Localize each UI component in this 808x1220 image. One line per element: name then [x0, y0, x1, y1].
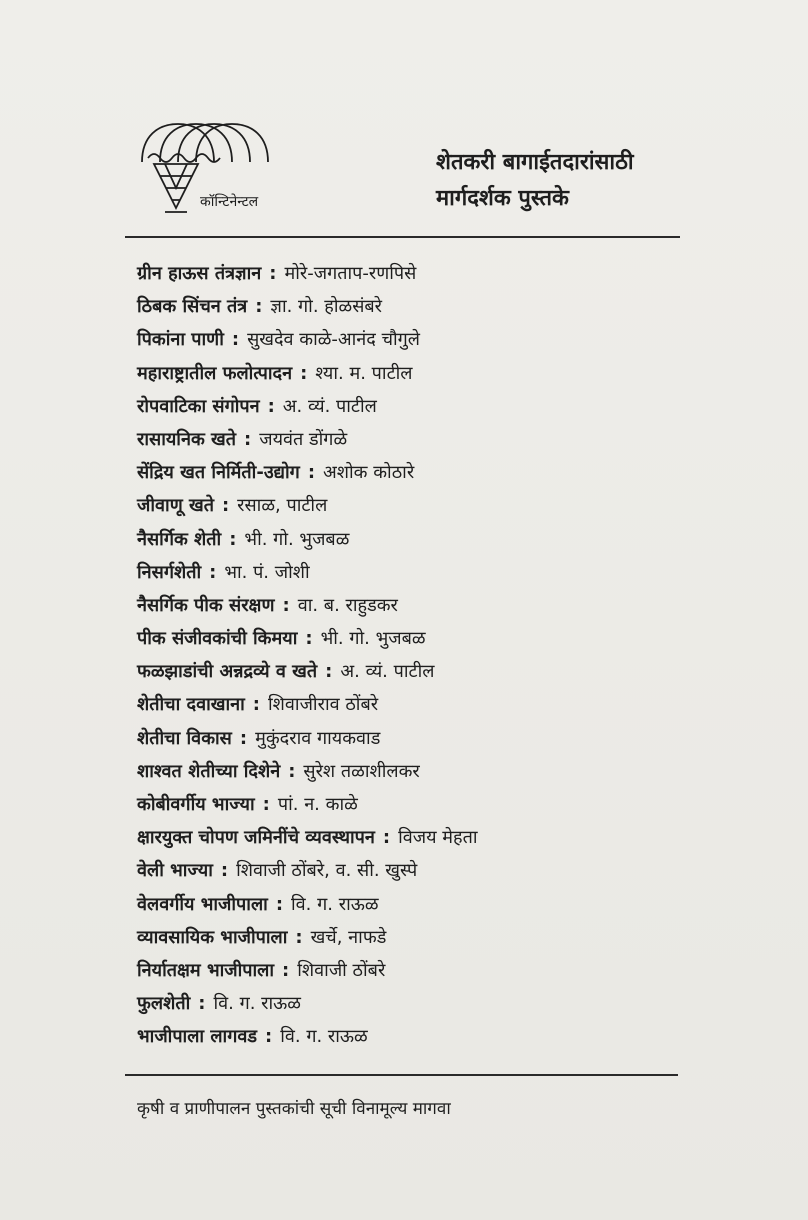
- book-title: नैसर्गिक पीक संरक्षण: [137, 594, 275, 616]
- catalog-request-note: कृषी व प्राणीपालन पुस्तकांची सूची विनामूल्य मागवा: [137, 1099, 451, 1119]
- book-author: खर्चे, नाफडे: [310, 926, 387, 948]
- book-author: अ. व्यं. पाटील: [282, 395, 377, 417]
- title-author-separator: :: [307, 462, 316, 484]
- book-entry: [137, 428, 697, 461]
- book-entry: [137, 727, 697, 760]
- book-title: शेतीचा दवाखाना: [137, 694, 245, 716]
- publisher-logo: [138, 118, 288, 218]
- title-author-separator: :: [282, 959, 290, 981]
- book-entry: [137, 594, 697, 627]
- book-entry: [137, 926, 697, 959]
- book-title: क्षारयुक्त चोपण जमिनींचे व्यवस्थापन: [137, 827, 375, 849]
- title-author-separator: :: [220, 860, 229, 882]
- book-entry: [137, 760, 697, 793]
- title-author-separator: :: [229, 528, 237, 550]
- title-author-separator: :: [252, 694, 260, 716]
- book-entry: [137, 660, 697, 693]
- title-author-separator: :: [239, 727, 248, 749]
- book-author: मुकुंदराव गायकवाड: [255, 727, 381, 749]
- book-author: जयवंत डोंगळे: [259, 428, 348, 450]
- book-author: शिवाजीराव ठोंबरे: [268, 694, 379, 716]
- book-title: शाश्वत शेतीच्या दिशेने: [137, 760, 281, 782]
- book-entry: [137, 1025, 697, 1058]
- title-author-separator: :: [288, 760, 296, 782]
- book-title: पीक संजीवकांची किमया: [137, 628, 298, 650]
- book-entry: [137, 893, 697, 926]
- book-author: वि. ग. राऊळ: [280, 1026, 368, 1048]
- book-title: फुलशेती: [137, 993, 191, 1015]
- publisher-logo-text: कॉन्टिनेन्टल: [200, 194, 259, 210]
- title-author-separator: :: [325, 661, 333, 683]
- series-title-line-2: मार्गदर्शक पुस्तके: [436, 186, 569, 211]
- bottom-divider: [125, 1074, 678, 1076]
- book-title: सेंद्रिय खत निर्मिती-उद्योग: [137, 462, 300, 484]
- book-author: रसाळ, पाटील: [237, 495, 328, 517]
- title-author-separator: :: [269, 263, 277, 284]
- book-entry: [137, 461, 697, 494]
- book-author: मोरे-जगताप-रणपिसे: [284, 263, 417, 284]
- book-title: रोपवाटिका संगोपन: [137, 395, 260, 417]
- title-author-separator: :: [382, 827, 391, 849]
- book-author: शिवाजी ठोंबरे, व. सी. खुस्पे: [236, 860, 418, 882]
- title-author-separator: :: [275, 893, 284, 915]
- book-title: जीवाणू खते: [137, 495, 214, 517]
- title-author-separator: :: [231, 329, 240, 351]
- series-title: [436, 145, 696, 217]
- book-title: वेलवर्गीय भाजीपाला: [137, 893, 268, 915]
- series-title-line-1: शेतकरी बागाईतदारांसाठी: [436, 150, 634, 175]
- book-entry: [137, 992, 697, 1025]
- book-entry: [137, 494, 697, 527]
- book-author: अशोक कोठारे: [323, 462, 415, 484]
- book-title: निसर्गशेती: [137, 561, 202, 583]
- title-author-separator: :: [209, 561, 217, 583]
- book-title: व्यावसायिक भाजीपाला: [137, 926, 288, 948]
- book-author: विजय मेहता: [398, 827, 478, 849]
- book-title: फळझाडांची अन्नद्रव्ये व खते: [137, 661, 318, 683]
- title-author-separator: :: [295, 926, 303, 948]
- book-entry: [137, 561, 697, 594]
- book-entry: [137, 295, 697, 328]
- book-author: भा. पं. जोशी: [224, 561, 310, 583]
- title-author-separator: :: [244, 428, 252, 450]
- book-title: ग्रीन हाऊस तंत्रज्ञान: [137, 263, 262, 284]
- book-entry: [137, 793, 697, 826]
- title-author-separator: :: [267, 395, 275, 417]
- book-author: पां. न. काळे: [277, 794, 358, 815]
- book-author: श्या. म. पाटील: [315, 362, 413, 384]
- book-author: अ. व्यं. पाटील: [340, 661, 435, 683]
- title-author-separator: :: [300, 362, 308, 384]
- book-author: सुरेश तळाशीलकर: [303, 760, 420, 782]
- book-author: सुखदेव काळे-आनंद चौगुले: [247, 329, 420, 351]
- book-entry: [137, 693, 697, 726]
- title-author-separator: :: [262, 794, 270, 815]
- book-list: [137, 262, 697, 1059]
- book-author: वा. ब. राहुडकर: [297, 594, 398, 616]
- book-author: भी. गो. भुजबळ: [320, 628, 426, 650]
- book-author: ज्ञा. गो. होळसंबरे: [270, 296, 382, 318]
- book-entry: [137, 959, 697, 992]
- book-entry: [137, 395, 697, 428]
- book-title: शेतीचा विकास: [137, 727, 232, 749]
- book-title: नैसर्गिक शेती: [137, 528, 222, 550]
- book-title: निर्यातक्षम भाजीपाला: [137, 959, 275, 981]
- top-divider: [125, 236, 680, 238]
- book-title: ठिबक सिंचन तंत्र: [137, 296, 248, 318]
- title-author-separator: :: [265, 1026, 273, 1048]
- book-entry: [137, 528, 697, 561]
- book-title: महाराष्ट्रातील फलोत्पादन: [137, 362, 293, 384]
- title-author-separator: :: [282, 594, 290, 616]
- book-author: शिवाजी ठोंबरे: [297, 959, 386, 981]
- book-entry: [137, 826, 697, 859]
- book-title: वेली भाज्या: [137, 860, 213, 882]
- book-title: पिकांना पाणी: [137, 329, 224, 351]
- book-entry: [137, 859, 697, 892]
- book-entry: [137, 262, 697, 295]
- book-title: रासायनिक खते: [137, 428, 237, 450]
- title-author-separator: :: [255, 296, 263, 318]
- book-author: वि. ग. राऊळ: [291, 893, 379, 915]
- book-entry: [137, 328, 697, 361]
- title-author-separator: :: [305, 628, 313, 650]
- book-entry: [137, 627, 697, 660]
- title-author-separator: :: [198, 993, 206, 1015]
- book-title: भाजीपाला लागवड: [137, 1026, 257, 1048]
- book-author: वि. ग. राऊळ: [213, 993, 301, 1015]
- book-author: भी. गो. भुजबळ: [244, 528, 350, 550]
- book-entry: [137, 362, 697, 395]
- title-author-separator: :: [221, 495, 230, 517]
- book-title: कोबीवर्गीय भाज्या: [137, 794, 255, 815]
